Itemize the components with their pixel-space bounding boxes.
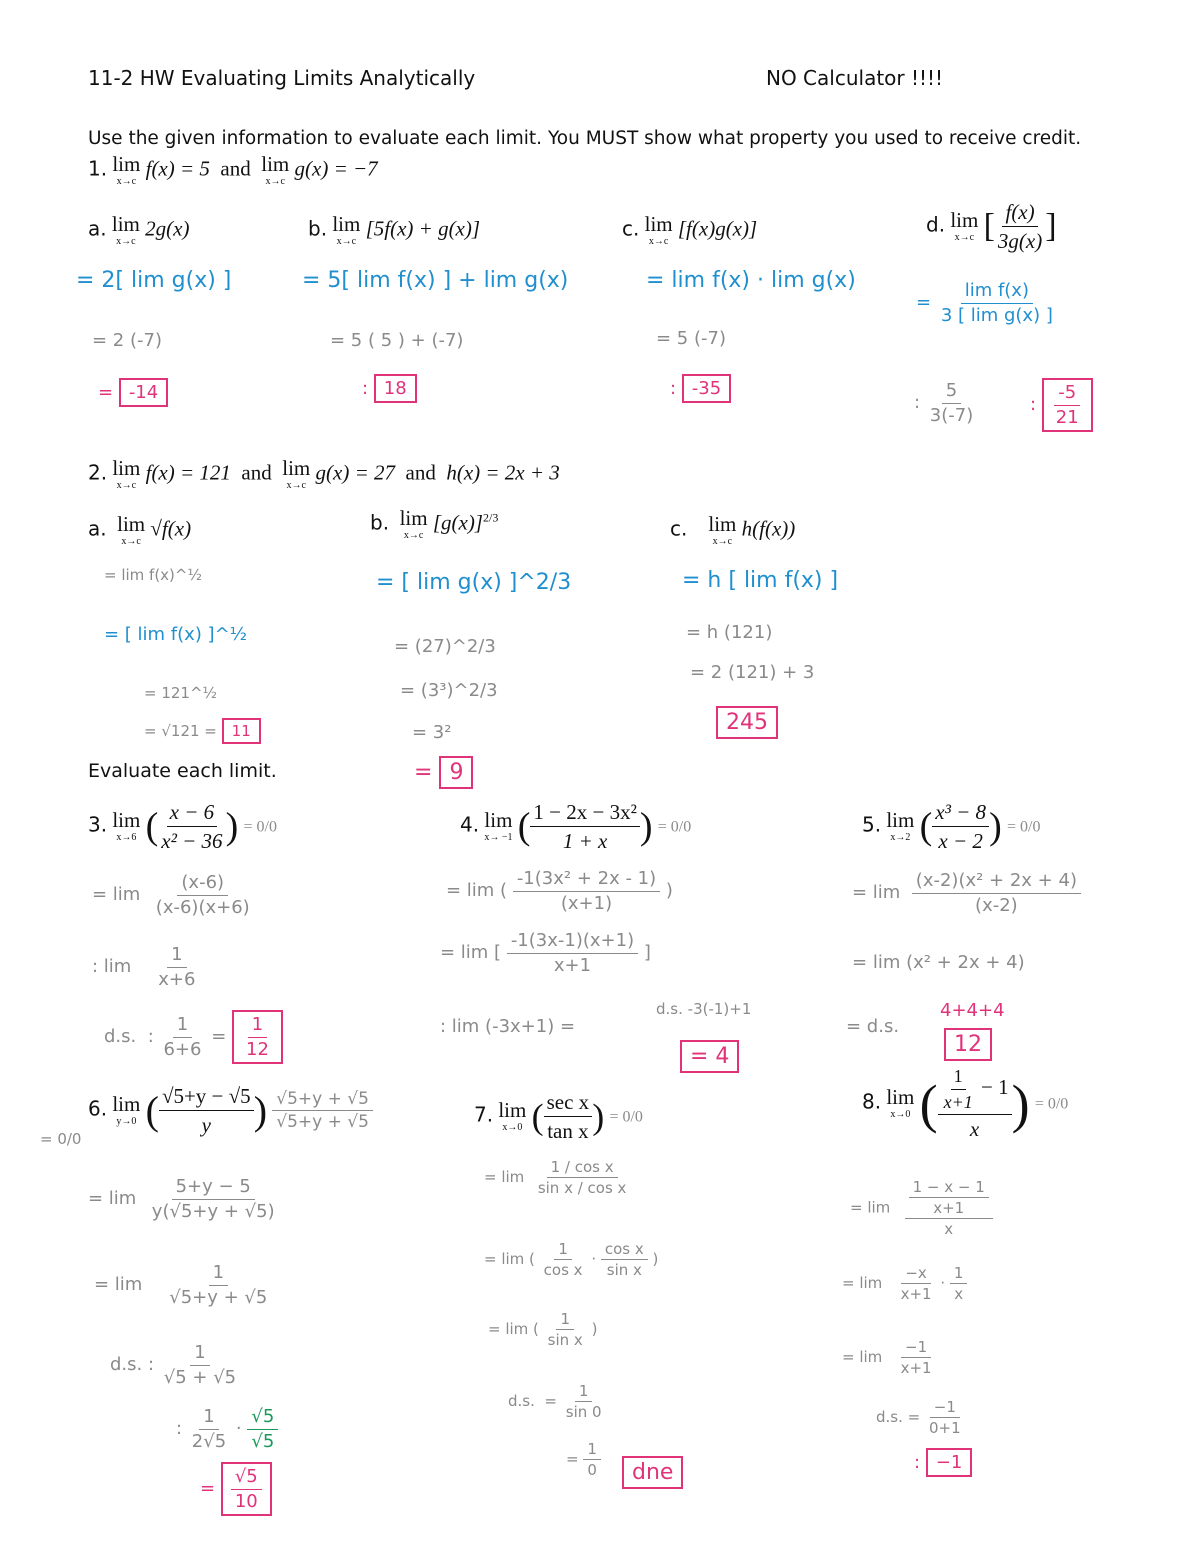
problem-4-ds: d.s. -3(-1)+1 — [656, 1000, 752, 1018]
problem-1b-answer: : 18 — [362, 374, 417, 403]
problem-2c-step2: = h (121) — [686, 622, 773, 643]
problem-8-step4: d.s. = $\frac{-1}{0+1}$ — [876, 1398, 961, 1437]
section-heading: Evaluate each limit. — [88, 760, 277, 782]
problem-6: 6. lim y→0 ( $\frac{√5+y - √5}{y}$ ) $\frac{√5+y + √5}{√5+y + √5}$ — [88, 1084, 373, 1137]
problem-1a-step1: = 2[ lim g(x) ] — [76, 268, 232, 293]
problem-1d-step2: : $\frac{5}{3(-7)}$ — [914, 380, 974, 426]
problem-7-step3: = lim ( $\frac{1}{\text{sin x}}$ ) — [488, 1310, 598, 1349]
problem-2a-step4: = √121 = 11 — [144, 718, 261, 744]
problem-8-step2: = lim $\frac{-x}{x+1}$ · $\frac{1}{x}$ — [842, 1264, 967, 1303]
problem-1d-step1: = $\frac{\text{lim f(x)}}{\text{3 [ lim g(x) ]}}$ — [916, 280, 1053, 326]
problem-2b-step2: = (27)^2/3 — [394, 636, 496, 657]
problem-8-step1: = lim $\frac{\frac{1 - x - 1}{x+1}}{x}$ — [850, 1178, 993, 1238]
problem-1b-step1: = 5[ lim f(x) ] + lim g(x) — [302, 268, 569, 293]
problem-3-step3: d.s. : $\frac{1}{6+6}$ = $\frac{1}{12}$ — [104, 1010, 283, 1064]
problem-4-step3: : lim (-3x+1) = — [440, 1016, 576, 1037]
problem-7-answer: dne — [622, 1456, 683, 1489]
problem-2c-answer: 245 — [716, 706, 778, 739]
problem-3: 3. lim x→6 ( $\frac{x - 6}{\text{x² − 36}}$ ) = 0/0 — [88, 800, 277, 854]
problem-1c-step1: = lim f(x) · lim g(x) — [646, 268, 856, 293]
problem-6-answer: = $\frac{√5}{10}$ — [200, 1462, 272, 1516]
instructions: Use the given information to evaluate each limit. You MUST show what property you used to receive credit. — [88, 128, 1082, 149]
problem-2b-answer: = 9 — [414, 756, 473, 789]
problem-3-answer: $\frac{1}{12}$ — [232, 1010, 283, 1064]
problem-2c: c. lim x→c h(f(x)) — [670, 512, 796, 547]
problem-8-answer: : −1 — [914, 1448, 972, 1477]
problem-7: 7. lim x→0 ( $\frac{\text{sec x}}{\text{tan x}}$ ) = 0/0 — [474, 1090, 643, 1144]
problem-2b-step1: = [ lim g(x) ]^2/3 — [376, 570, 572, 595]
problem-7-step4: d.s. = $\frac{1}{\sin 0}$ — [508, 1382, 602, 1421]
problem-5-step2: = lim (x² + 2x + 4) — [852, 952, 1025, 973]
problem-6-indet: = 0/0 — [40, 1130, 82, 1148]
problem-1c-step2: = 5 (-7) — [656, 328, 726, 349]
no-calculator-note: NO Calculator !!!! — [766, 66, 944, 90]
problem-4-answer: = 4 — [680, 1040, 739, 1073]
problem-7-step2: = lim ( $\frac{1}{\text{cos x}}$ · $\frac{\text{cos x}}{\text{sin x}}$ ) — [484, 1240, 659, 1279]
problem-6-step1: = lim $\frac{5+y - 5}{y(√5+y + √5)}$ — [88, 1176, 275, 1222]
page-title: 11-2 HW Evaluating Limits Analytically — [88, 66, 476, 90]
problem-6-step2: = lim $\frac{1}{√5+y + √5}$ — [94, 1262, 268, 1308]
problem-1b: b. lim x→c [5f(x) + g(x)] — [308, 212, 481, 247]
problem-5-ds: = d.s. — [846, 1016, 900, 1037]
problem-7-step1: = lim $\frac{\text{1 / cos x}}{\text{sin x / cos x}}$ — [484, 1158, 627, 1197]
problem-1-given: 1. lim x→c f(x) = 5 and lim x→c g(x) = −7 — [88, 152, 378, 187]
problem-1a-step2: = 2 (-7) — [92, 330, 162, 351]
problem-1b-step2: = 5 ( 5 ) + (-7) — [330, 330, 464, 351]
problem-2-given: 2. lim x→c f(x) = 121 and lim x→c g(x) = 27 and h(x) = 2x + 3 — [88, 456, 560, 491]
problem-4-step2: = lim [ $\frac{-1(3x-1)(x+1)}{x+1}$ ] — [440, 930, 651, 976]
problem-2c-step1: = h [ lim f(x) ] — [682, 568, 839, 593]
problem-2a-step1: = lim f(x)^½ — [104, 566, 203, 584]
problem-8: 8. lim x→0 ( $\frac{1}{x+1}$ − 1 x ) = 0/0 — [862, 1066, 1069, 1142]
problem-5-answer: 12 — [944, 1028, 992, 1061]
problem-3-step2: : lim $\frac{1}{x+6}$ — [92, 944, 196, 990]
problem-2b: b. lim x→c $[g(x)]^{2/3}$ — [370, 506, 499, 541]
problem-4-step1: = lim ( $\frac{\text{-1(3x² + 2x - 1)}}{(x+1)}$ ) — [446, 868, 673, 914]
problem-2b-step3: = (3³)^2/3 — [400, 680, 498, 701]
problem-1d: d. lim x→c [ $\frac{f(x)}{3g(x)}$ ] — [926, 200, 1057, 254]
problem-2a-answer: 11 — [222, 718, 261, 744]
problem-8-step3: = lim $\frac{-1}{x+1}$ — [842, 1338, 932, 1377]
problem-1c-answer: : -35 — [670, 374, 731, 403]
problem-2a: a. lim x→c √f(x) — [88, 512, 192, 547]
problem-1d-answer: : $\frac{-5}{21}$ — [1030, 378, 1093, 432]
problem-5-step1: = lim $\frac{\text{(x-2)(x² + 2x + 4)}}{(x-2)}$ — [852, 870, 1081, 916]
problem-2a-step3: = 121^½ — [144, 684, 218, 702]
problem-2b-step4: = 3² — [412, 722, 452, 743]
problem-4: 4. lim x→ −1 ( $\frac{\text{1 − 2x − 3x²}}{1 + x}$ ) = 0/0 — [460, 800, 692, 854]
problem-6-step3: d.s. : $\frac{1}{√5 + √5}$ — [110, 1342, 237, 1388]
problem-1c: c. lim x→c [f(x)g(x)] — [622, 212, 758, 247]
problem-3-step1: = lim $\frac{(x-6)}{(x-6)(x+6)}$ — [92, 872, 250, 918]
problem-7-step5: = $\frac{1}{0}$ — [566, 1440, 601, 1479]
problem-1a: a. lim x→c 2g(x) — [88, 212, 190, 247]
problem-6-step4: : $\frac{1}{2√5}$ · $\frac{√5}{√5}$ — [176, 1406, 278, 1452]
problem-2a-step2: = [ lim f(x) ]^½ — [104, 624, 248, 645]
problem-5-ds-value: 4+4+4 — [940, 1000, 1005, 1021]
problem-5: 5. lim x→2 ( $\frac{\text{x³ − 8}}{x - 2}$ ) = 0/0 — [862, 800, 1041, 854]
problem-2c-step3: = 2 (121) + 3 — [690, 662, 815, 683]
problem-1a-answer: = -14 — [98, 378, 168, 407]
